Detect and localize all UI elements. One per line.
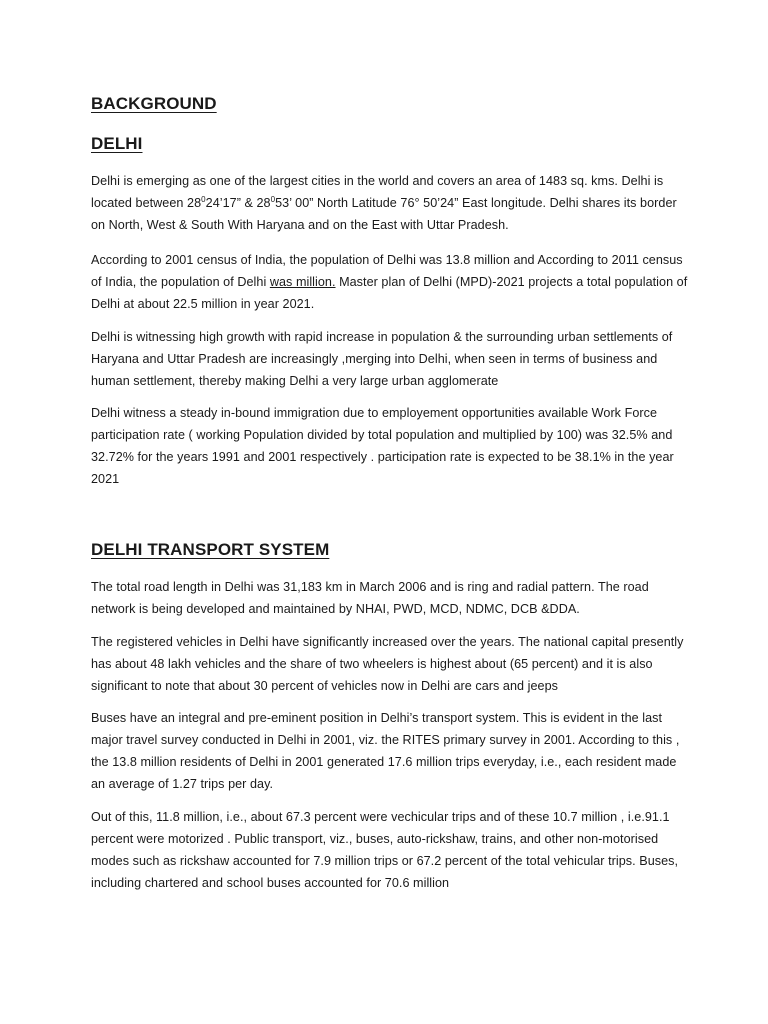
background-heading: BACKGROUND bbox=[91, 94, 217, 113]
document-content bbox=[91, 94, 691, 894]
transport-paragraph-4: Out of this, 11.8 million, i.e., about 67.3 percent were vechicular trips and of these 10.7 million , i.e.91.1 percent were motorized . Public transport, viz., buses, auto-rickshaw, trains, and other non-motorised modes such as rickshaw accounted for 7.9 million trips or 67.2 percent of the total vehicular trips. Buses, including chartered and school buses accounted for 70.6 million bbox=[91, 810, 679, 890]
delhi-paragraph-4: Delhi witness a steady in-bound immigration due to employement opportunities available Work Force participation rate ( working Population divided by total population and multiplied by 100) was 32.5% and 32.72% for the years 1991 and 2001 respectively . participation rate is expected to be 38.1% in the year 2021 bbox=[91, 406, 674, 486]
delhi-heading: DELHI bbox=[91, 134, 143, 153]
transport-paragraph-1: The total road length in Delhi was 31,183 km in March 2006 and is ring and radial pattern. The road network is being developed and maintained by NHAI, PWD, MCD, NDMC, DCB &DDA. bbox=[91, 580, 649, 616]
delhi-paragraph-1: Delhi is emerging as one of the largest cities in the world and covers an area of 1483 sq. kms. Delhi is located between $28^024’17$” & $28^053$’ 00” North Latitude 76° 50’24” East longitude. Delhi shares its border on North, West & South With Haryana and on the East with Uttar Pradesh. bbox=[91, 174, 677, 232]
delhi-paragraph-3: Delhi is witnessing high growth with rapid increase in population & the surrounding urban settlements of Haryana and Uttar Pradesh are increasingly ,merging into Delhi, when seen in terms of business and human settlement, thereby making Delhi a very large urban agglomerate bbox=[91, 330, 673, 388]
delhi-paragraph-2: According to 2001 census of India, the population of Delhi was 13.8 million and According to 2011 census of India, the population of Delhi was million. Master plan of Delhi (MPD)-2021 projects a total population of Delhi at about 22.5 million in year 2021. bbox=[91, 253, 688, 311]
transport-paragraph-3: Buses have an integral and pre-eminent position in Delhi’s transport system. This is evident in the last major travel survey conducted in Delhi in 2001, viz. the RITES primary survey in 2001. According to this , the 13.8 million residents of Delhi in 2001 generated 17.6 million trips everyday, i.e., each resident made an average of 1.27 trips per day. bbox=[91, 711, 680, 791]
transport-paragraph-2: The registered vehicles in Delhi have significantly increased over the years. The national capital presently has about 48 lakh vehicles and the share of two wheelers is highest about (65 percent) and it is also significant to note that about 30 percent of vehicles now in Delhi are cars and jeeps bbox=[91, 635, 684, 693]
underlined-text: was million. bbox=[269, 275, 336, 289]
transport-heading: DELHI TRANSPORT SYSTEM bbox=[91, 540, 330, 559]
